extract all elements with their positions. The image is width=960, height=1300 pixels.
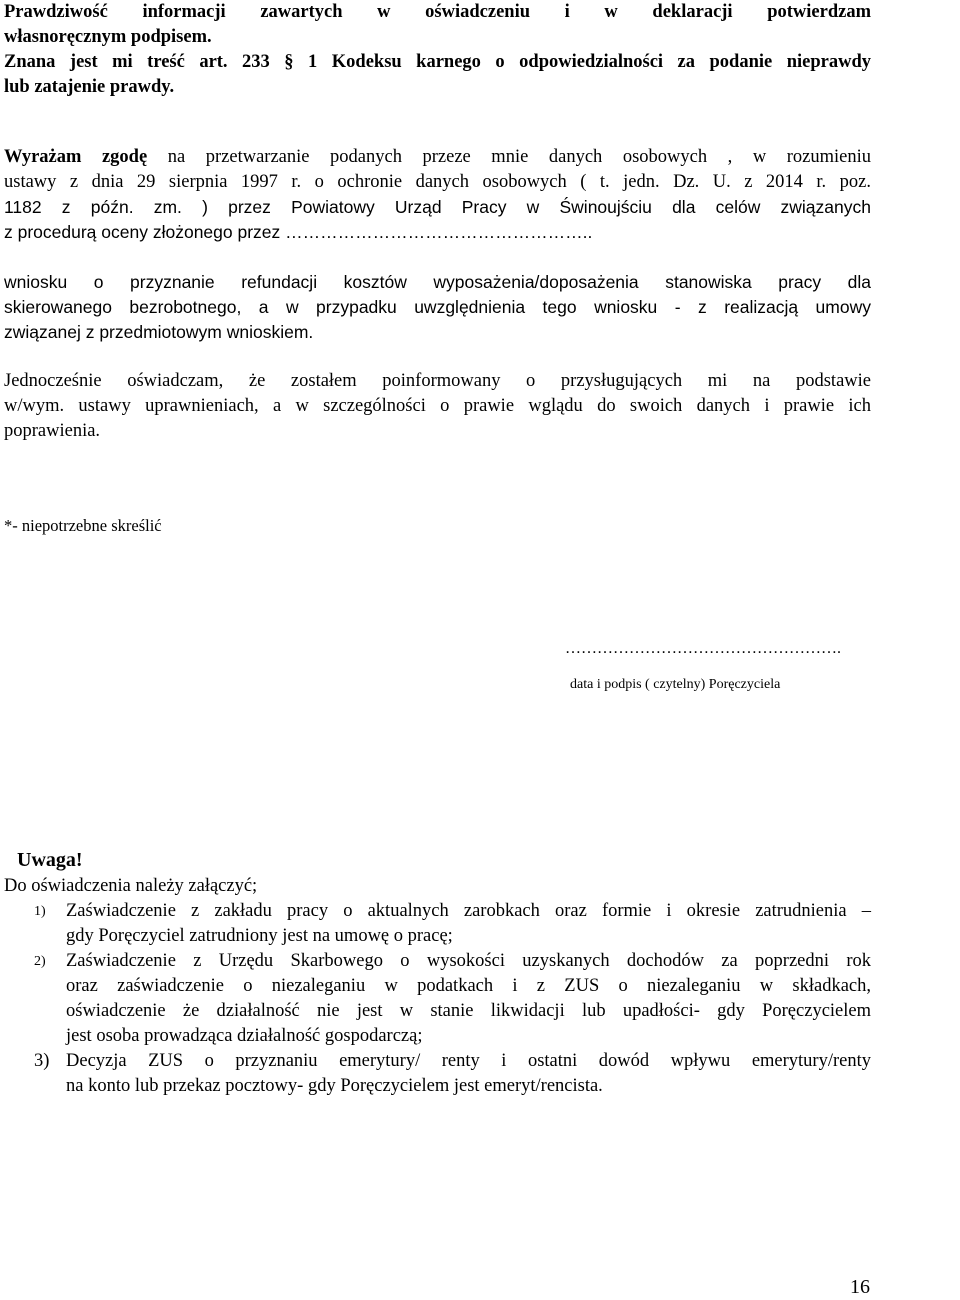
signature-label: data i podpis ( czytelny) Poręczyciela xyxy=(570,677,781,692)
declaration-line2: własnoręcznym podpisem. xyxy=(4,27,212,47)
footnote: *- niepotrzebne skreślić xyxy=(4,516,162,535)
declaration-line4: lub zatajenie prawdy. xyxy=(4,77,175,97)
consent-dots: …………………………………………….. xyxy=(285,222,593,242)
page-number: 16 xyxy=(850,1276,870,1298)
informed-line1: Jednocześnie oświadczam, że zostałem poinformowany o przysługujących mi na podstawie xyxy=(4,371,871,391)
informed-line2: w/wym. ustawy uprawnieniach, a w szczególności o prawie wglądu do swoich danych i prawie ich xyxy=(4,396,871,416)
attachment-item-3: 3) Decyzja ZUS o przyznaniu emerytury/ renty i ostatni dowód wpływu emerytury/renty na konto lub przekaz pocztowy- gdy Poręczycielem jest emeryt/rencista. xyxy=(34,1051,871,1096)
application-line2: skierowanego bezrobotnego, a w przypadku uwzględnienia tego wniosku - z realizacją umowy xyxy=(4,297,871,317)
informed-line3: poprawienia. xyxy=(4,421,101,441)
attachment-item-1: 1) Zaświadczenie z zakładu pracy o aktualnych zarobkach oraz formie i okresie zatrudnienia – gdy Poręczyciel zatrudniony jest na umowę o pracę; xyxy=(34,901,871,946)
declaration-block xyxy=(4,0,871,100)
consent-line4: z procedurą oceny złożonego przez xyxy=(4,222,281,242)
notice-title: Uwaga! xyxy=(17,849,83,871)
attachment-item-2: 2) Zaświadczenie z Urzędu Skarbowego o wysokości uzyskanych dochodów za poprzedni rok oraz zaświadczenie o niezaleganiu w podatkach i z ZUS o niezaleganiu w składkach, oświadczenie że działalność nie jest w stanie likwidacji lub upadłości- gdy Poręczycielem jest osoba prowadząca działalność gospodarczą; xyxy=(34,951,871,1046)
signature-dots: ……………………………………………. xyxy=(565,640,841,657)
application-line1: wniosku o przyznanie refundacji kosztów wyposażenia/doposażenia stanowiska pracy dla xyxy=(4,272,871,292)
attachment-number: 3) xyxy=(34,1051,50,1071)
declaration-line1-a: Prawdziwość xyxy=(4,2,108,22)
consent-line1: na przetwarzanie podanych przeze mnie danych osobowych , w rozumieniu xyxy=(147,147,872,167)
application-block xyxy=(4,270,871,345)
attachments-list xyxy=(4,899,871,1099)
consent-lead: Wyrażam zgodę xyxy=(4,147,148,167)
consent-line3: 1182 z późn. zm. ) przez Powiatowy Urząd Pracy w Świnoujściu dla celów związanych xyxy=(4,197,871,217)
notice-intro: Do oświadczenia należy załączyć; xyxy=(4,876,258,896)
informed-block xyxy=(4,369,871,444)
attachment-number: 2) xyxy=(34,954,46,969)
consent-block xyxy=(4,145,871,245)
application-line3: związanej z przedmiotowym wnioskiem. xyxy=(4,322,314,342)
declaration-line3: Znana jest mi treść art. 233 § 1 Kodeksu karnego o odpowiedzialności za podanie nieprawdy xyxy=(4,52,871,72)
declaration-line1-b: informacji zawartych w oświadczeniu i w deklaracji potwierdzam xyxy=(142,2,872,22)
consent-line2: ustawy z dnia 29 sierpnia 1997 r. o ochronie danych osobowych ( t. jedn. Dz. U. z 2014 r. poz. xyxy=(4,172,871,192)
attachment-number: 1) xyxy=(34,904,46,919)
